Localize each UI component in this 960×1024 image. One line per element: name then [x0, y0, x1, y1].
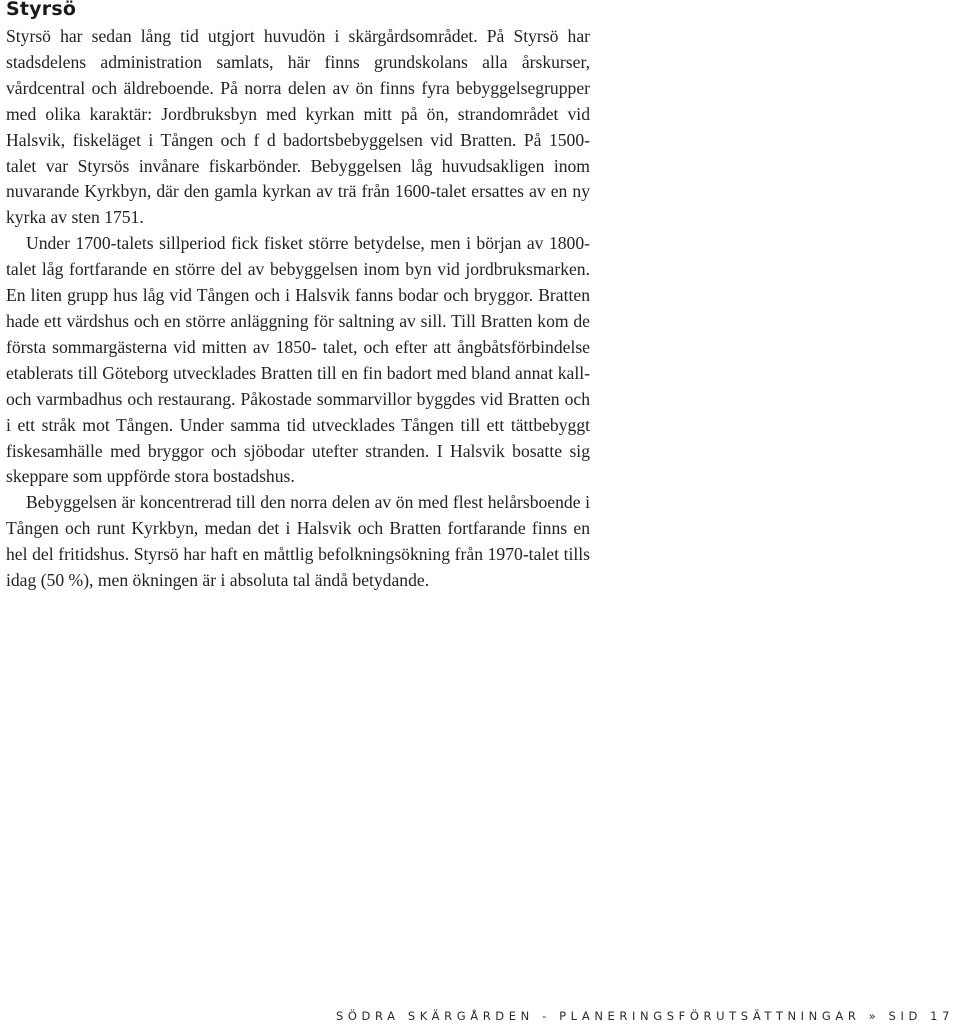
page-footer: SÖDRA SKÄRGÅRDEN - PLANERINGSFÖRUTSÄTTNINGAR » SID 17	[335, 1009, 954, 1023]
article-body	[6, 24, 590, 594]
paragraph-intro: Styrsö har sedan lång tid utgjort huvudön i skärgårdsområdet. På Styrsö har stadsdelens administration samlats, här finns grundskolans alla årskurser, vårdcentral och äldreboende. På norra delen av ön finns fyra bebyggelsegrupper med olika karaktär: Jordbruksbyn med kyrkan mitt på ön, strandområdet vid Halsvik, fiskeläget i Tången och f d badortsbebyggelsen vid Bratten. På 1500- talet var Styrsös invånare fiskarbönder. Bebyggelsen låg huvudsakligen inom nuvarande Kyrkbyn, där den gamla kyrkan av trä från 1600-talet ersattes av en ny kyrka av sten 1751.	[6, 26, 590, 228]
paragraph-present: Bebyggelsen är koncentrerad till den norra delen av ön med flest helårsboende i Tången och runt Kyrkbyn, medan det i Halsvik och Bratten fortfarande finns en hel del fritidshus. Styrsö har haft en måttlig befolkningsökning från 1970-talet tills idag (50 %), men ökningen är i absoluta tal ändå betydande.	[6, 492, 590, 591]
paragraph-history: Under 1700-talets sillperiod fick fisket större betydelse, men i början av 1800-talet låg fortfarande en större del av bebyggelsen inom byn vid jordbruksmarken. En liten grupp hus låg vid Tången och i Halsvik fanns bodar och bryggor. Bratten hade ett värdshus och en större anläggning för saltning av sill. Till Bratten kom de första sommargästerna vid mitten av 1850- talet, och efter att ångbåtsförbindelse etablerats till Göteborg utvecklades Bratten till en fin badort med bland annat kall- och varmbadhus och restaurang. Påkostade sommarvillor byggdes vid Bratten och i ett stråk mot Tången. Under samma tid utvecklades Tången till ett tättbebyggt fiskesamhälle med bryggor och sjöbodar utefter stranden. I Halsvik bosatte sig skeppare som uppförde stora bostadshus.	[6, 233, 590, 487]
page-title: Styrsö	[6, 0, 77, 20]
